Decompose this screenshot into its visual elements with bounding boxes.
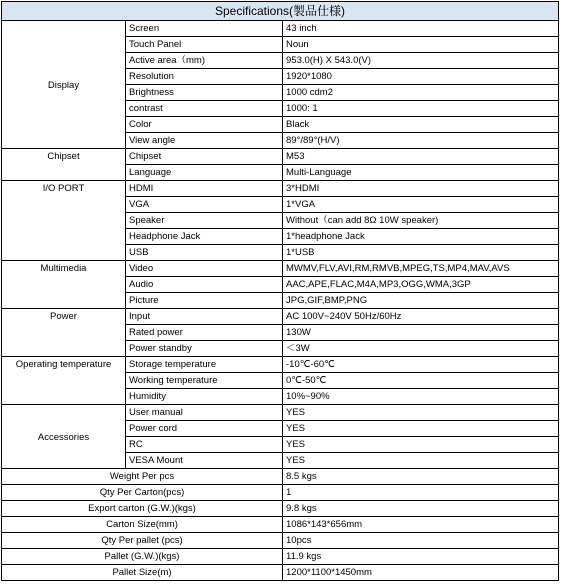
spec-label: VGA — [126, 197, 283, 213]
spec-label: Input — [126, 309, 283, 325]
spec-value: ＜3W — [283, 341, 559, 357]
spec-value: 89°/89°(H/V) — [283, 133, 559, 149]
table-title: Specifications(製品仕様) — [2, 2, 559, 21]
table-row — [2, 149, 559, 165]
specifications-table — [1, 1, 559, 581]
spec-label: Headphone Jack — [126, 229, 283, 245]
spec-label: Language — [126, 165, 283, 181]
category-cell: Multimedia — [2, 261, 126, 309]
spec-value: YES — [283, 405, 559, 421]
spec-value: 43 inch — [283, 21, 559, 37]
spec-label: Storage temperature — [126, 357, 283, 373]
spec-value: 1920*1080 — [283, 69, 559, 85]
spec-value: MWMV,FLV,AVI,RM,RMVB,MPEG,TS,MP4,MAV,AVS — [283, 261, 559, 277]
shipping-value: 9.8 kgs — [283, 501, 559, 517]
shipping-value: 11.9 kgs — [283, 549, 559, 565]
spec-label: Video — [126, 261, 283, 277]
spec-value: YES — [283, 421, 559, 437]
spec-label: Power cord — [126, 421, 283, 437]
spec-label: VESA Mount — [126, 453, 283, 469]
spec-label: Screen — [126, 21, 283, 37]
spec-label: Rated power — [126, 325, 283, 341]
spec-value: 1*VGA — [283, 197, 559, 213]
spec-value: 10%~90% — [283, 389, 559, 405]
spec-label: View angle — [126, 133, 283, 149]
spec-label: Active area（mm) — [126, 53, 283, 69]
spec-value: 1*headphone Jack — [283, 229, 559, 245]
shipping-value: 8.5 kgs — [283, 469, 559, 485]
table-row — [2, 405, 559, 421]
title-row — [2, 2, 559, 21]
spec-label: Picture — [126, 293, 283, 309]
spec-value: 3*HDMI — [283, 181, 559, 197]
spec-label: Color — [126, 117, 283, 133]
spec-label: contrast — [126, 101, 283, 117]
shipping-value: 10pcs — [283, 533, 559, 549]
shipping-row — [2, 533, 559, 549]
table-row — [2, 357, 559, 373]
shipping-label: Qty Per pallet (pcs) — [2, 533, 283, 549]
spec-label: Speaker — [126, 213, 283, 229]
spec-label: User manual — [126, 405, 283, 421]
category-cell: Chipset — [2, 149, 126, 181]
spec-label: USB — [126, 245, 283, 261]
spec-label: Working temperature — [126, 373, 283, 389]
spec-value: -10℃-60℃ — [283, 357, 559, 373]
spec-label: HDMI — [126, 181, 283, 197]
spec-value: Noun — [283, 37, 559, 53]
table-row — [2, 309, 559, 325]
spec-value: 0℃-50℃ — [283, 373, 559, 389]
spec-value: 953.0(H) X 543.0(V) — [283, 53, 559, 69]
shipping-label: Pallet Size(m) — [2, 565, 283, 581]
category-cell: Power — [2, 309, 126, 357]
shipping-row — [2, 549, 559, 565]
spec-value: 130W — [283, 325, 559, 341]
spec-value: M53 — [283, 149, 559, 165]
spec-value: Black — [283, 117, 559, 133]
shipping-row — [2, 469, 559, 485]
table-row — [2, 181, 559, 197]
spec-label: Humidity — [126, 389, 283, 405]
spec-value: Without（can add 8Ω 10W speaker) — [283, 213, 559, 229]
spec-value: Multi-Language — [283, 165, 559, 181]
spec-value: YES — [283, 453, 559, 469]
spec-value: AC 100V~240V 50Hz/60Hz — [283, 309, 559, 325]
shipping-value: 1 — [283, 485, 559, 501]
spec-value: AAC,APE,FLAC,M4A,MP3,OGG,WMA,3GP — [283, 277, 559, 293]
category-cell: Operating temperature — [2, 357, 126, 405]
spec-body — [2, 21, 559, 581]
table-row — [2, 261, 559, 277]
shipping-value: 1086*143*656mm — [283, 517, 559, 533]
shipping-row — [2, 517, 559, 533]
shipping-label: Pallet (G.W.)(kgs) — [2, 549, 283, 565]
spec-label: Touch Panel — [126, 37, 283, 53]
spec-value: 1000 cdm2 — [283, 85, 559, 101]
category-cell: I/O PORT — [2, 181, 126, 261]
table-row — [2, 21, 559, 37]
shipping-label: Carton Size(mm) — [2, 517, 283, 533]
shipping-label: Qty Per Carton(pcs) — [2, 485, 283, 501]
category-cell: Accessories — [2, 405, 126, 469]
spec-label: Resolution — [126, 69, 283, 85]
spec-label: Brightness — [126, 85, 283, 101]
spec-label: Power standby — [126, 341, 283, 357]
spec-label: Audio — [126, 277, 283, 293]
shipping-label: Weight Per pcs — [2, 469, 283, 485]
shipping-row — [2, 565, 559, 581]
spec-value: 1000: 1 — [283, 101, 559, 117]
category-cell: Display — [2, 21, 126, 149]
spec-label: RC — [126, 437, 283, 453]
shipping-row — [2, 485, 559, 501]
spec-value: YES — [283, 437, 559, 453]
shipping-value: 1200*1100*1450mm — [283, 565, 559, 581]
spec-value: 1*USB — [283, 245, 559, 261]
spec-value: JPG,GIF,BMP,PNG — [283, 293, 559, 309]
shipping-label: Export carton (G.W.)(kgs) — [2, 501, 283, 517]
spec-label: Chipset — [126, 149, 283, 165]
shipping-row — [2, 501, 559, 517]
